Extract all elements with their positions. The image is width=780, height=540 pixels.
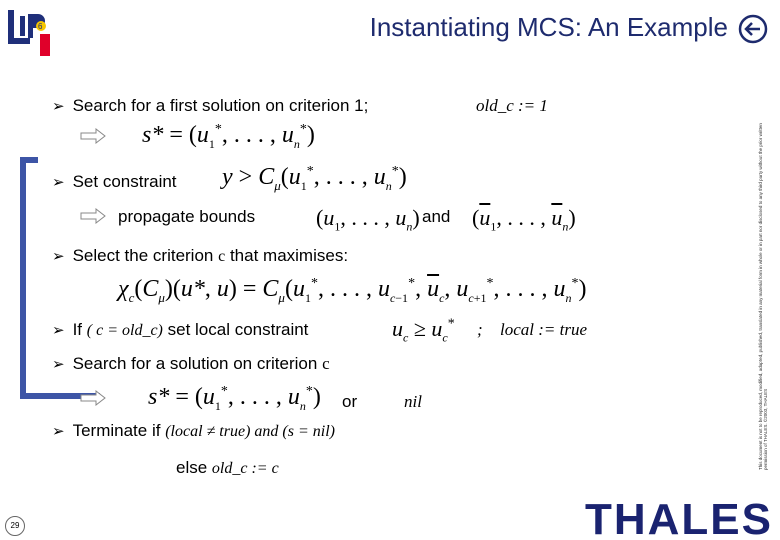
step-select-criterion xyxy=(52,246,348,266)
propagate-bounds-text: propagate bounds xyxy=(118,207,256,226)
step-terminate xyxy=(52,421,335,441)
step-search-criterion xyxy=(52,354,330,374)
step-else xyxy=(176,458,279,478)
bullet-icon: ➢ xyxy=(52,322,65,339)
step-if-local xyxy=(52,320,308,340)
step-text: Set constraint xyxy=(72,172,177,191)
else-text: else xyxy=(176,458,208,477)
old-c-init: old_c := 1 xyxy=(476,96,548,115)
arrow-icon xyxy=(80,208,106,229)
formula-part: = xyxy=(169,122,183,148)
arrow-icon xyxy=(80,128,106,149)
loop-bracket-top xyxy=(20,157,38,163)
step-text: set local constraint xyxy=(167,320,309,339)
condition-text: ( c = old_c) xyxy=(86,322,163,339)
formula-upper-bounds: ($\overline{u}_1$, . . . , $\overline{u}_n$) xyxy=(472,205,576,234)
and-text: and xyxy=(422,207,451,226)
lip6-logo-icon xyxy=(6,8,52,58)
svg-text:6: 6 xyxy=(38,22,43,31)
page-title: Instantiating MCS: An Example xyxy=(369,12,728,42)
step-text: that maximises: xyxy=(229,246,349,265)
step-text: Search for a first solution on criterion 1; xyxy=(72,96,369,115)
formula-chi: $\chi_c(C_\mu)(u*$, $u) = C_\mu(u_1^*$, . . . , $u_{c-1}^*$, $\overline{u}_c$, $u_{c+1}^*$, . . . , $u_n^*$) xyxy=(118,276,587,305)
arrow-icon xyxy=(80,390,106,411)
terminate-condition: (local ≠ true) and (s = nil) xyxy=(165,423,335,440)
formula-local-constraint: $u_c \ge u_c^*$ xyxy=(392,316,455,345)
step-set-constraint xyxy=(52,172,177,192)
bullet-icon: ➢ xyxy=(52,174,65,191)
semicolon: ; xyxy=(477,320,483,339)
criterion-c: c xyxy=(322,354,330,373)
criterion-c: c xyxy=(218,248,226,265)
old-c-assign: old_c := c xyxy=(211,460,279,477)
or-text: or xyxy=(342,392,358,411)
local-assign: local := true xyxy=(500,320,588,339)
formula-constraint: $y > C_\mu(u_1^*$, . . . , $u_n^*$) xyxy=(222,164,407,193)
thales-logo: THALES xyxy=(585,498,777,540)
step-text: Select the criterion xyxy=(72,246,214,265)
formula-part: s* xyxy=(142,122,164,148)
page-number: 29 xyxy=(5,516,25,536)
bullet-icon: ➢ xyxy=(52,98,65,115)
if-text: If xyxy=(72,320,83,339)
formula-s-star-2: $s* = (u_1^*$, . . . , $u_n^*$) xyxy=(148,384,321,413)
step-text: Search for a solution on criterion xyxy=(72,354,318,373)
step-search-first xyxy=(52,96,368,116)
loop-bracket-line xyxy=(20,157,26,399)
formula-lower-bounds: ($u_1$, . . . , $u_n$) xyxy=(316,205,420,234)
nil-text: nil xyxy=(404,392,422,411)
bullet-icon: ➢ xyxy=(52,248,65,265)
back-arrow-icon[interactable] xyxy=(738,14,768,44)
step-text: Terminate if xyxy=(72,421,161,440)
copyright-side-note: This document is not to be reproduced, modified, adapted, published, translated in any material form in whole or in part nor disclosed to any third party without the prior written permission of THALES. ©2003, THALES xyxy=(758,123,768,470)
bullet-icon: ➢ xyxy=(52,356,65,373)
bullet-icon: ➢ xyxy=(52,423,65,440)
formula-s-star-1: $s* = (u_1^*$, . . . , $u_n^*$) xyxy=(142,122,315,151)
